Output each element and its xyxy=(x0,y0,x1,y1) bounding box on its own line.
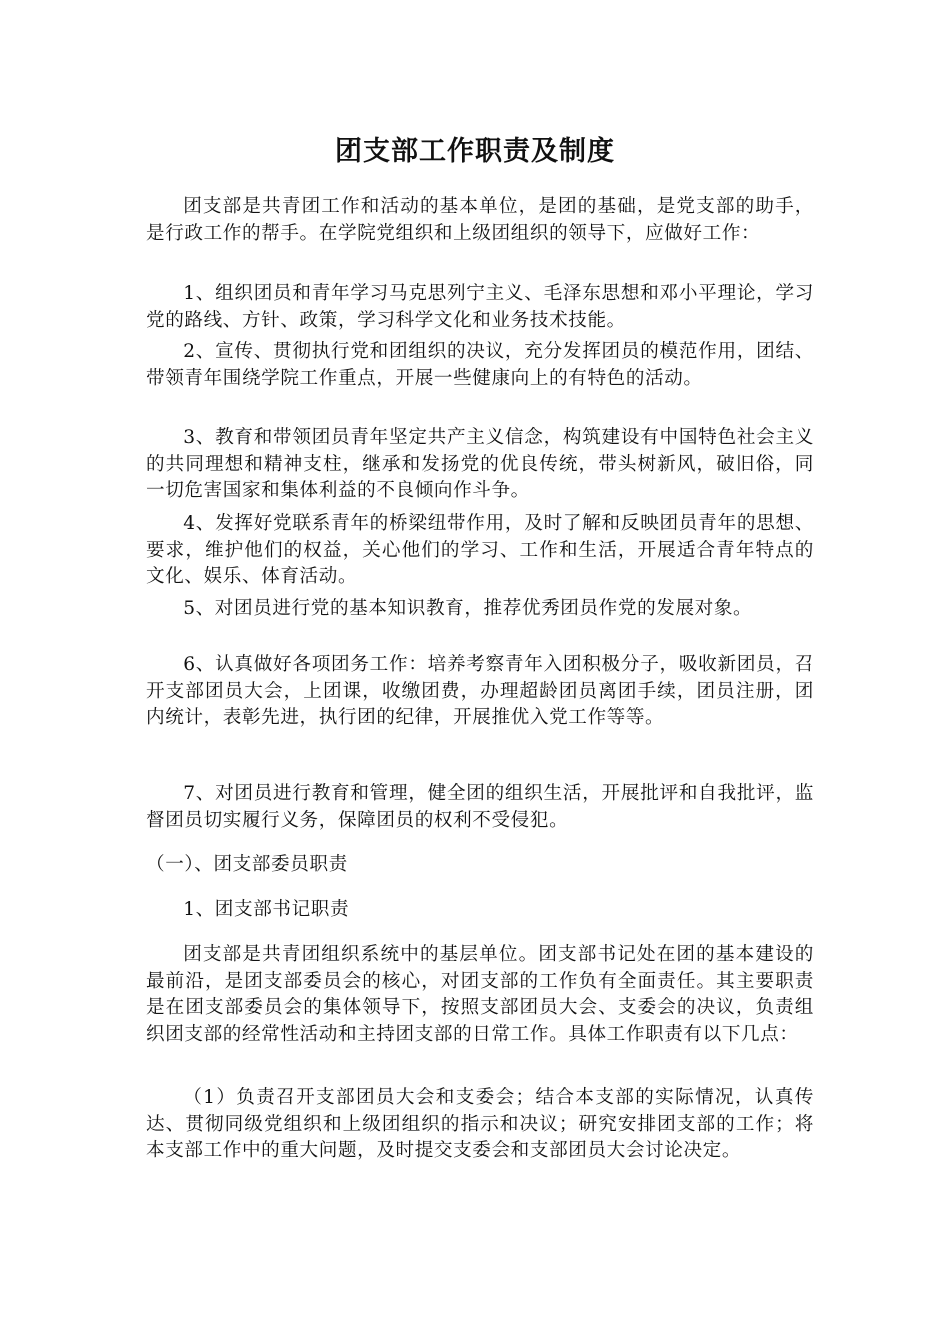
paragraph-intro: 团支部是共青团工作和活动的基本单位，是团的基础，是党支部的助手，是行政工作的帮手。在学院党组织和上级团组织的领导下，应做好工作： xyxy=(146,196,814,244)
paragraph-item-4: 4、发挥好党联系青年的桥梁纽带作用，及时了解和反映团员青年的思想、要求，维护他们的权益，关心他们的学习、工作和生活，开展适合青年特点的文化、娱乐、体育活动。 xyxy=(146,513,814,588)
section-heading: （一）、团支部委员职责 xyxy=(146,854,348,875)
subsection-heading: 1、团支部书记职责 xyxy=(183,899,350,920)
paragraph-item-5: 5、对团员进行党的基本知识教育，推荐优秀团员作党的发展对象。 xyxy=(183,598,753,619)
paragraph-item-7: 7、对团员进行教育和管理，健全团的组织生活，开展批评和自我批评，监督团员切实履行义务，保障团员的权利不受侵犯。 xyxy=(146,783,814,831)
paragraph-item-3: 3、教育和带领团员青年坚定共产主义信念，构筑建设有中国特色社会主义的共同理想和精神支柱，继承和发扬党的优良传统，带头树新风，破旧俗，同一切危害国家和集体利益的不良倾向作斗争。 xyxy=(146,427,814,502)
paragraph-duty-1: （1）负责召开支部团员大会和支委会；结合本支部的实际情况，认真传达、贯彻同级党组织和上级团组织的指示和决议；研究安排团支部的工作；将本支部工作中的重大问题，及时提交支委会和支部团员大会讨论决定。 xyxy=(146,1087,814,1162)
paragraph-item-1: 1、组织团员和青年学习马克思列宁主义、毛泽东思想和邓小平理论，学习党的路线、方针、政策，学习科学文化和业务技术技能。 xyxy=(146,283,814,331)
document-title: 团支部工作职责及制度 xyxy=(335,136,615,167)
paragraph-secretary-duties: 团支部是共青团组织系统中的基层单位。团支部书记处在团的基本建设的最前沿，是团支部委员会的核心，对团支部的工作负有全面责任。其主要职责是在团支部委员会的集体领导下，按照支部团员大会、支委会的决议，负责组织团支部的经常性活动和主持团支部的日常工作。具体工作职责有以下几点： xyxy=(146,944,814,1045)
paragraph-item-2: 2、宣传、贯彻执行党和团组织的决议，充分发挥团员的模范作用，团结、带领青年围绕学院工作重点，开展一些健康向上的有特色的活动。 xyxy=(146,341,814,389)
paragraph-item-6: 6、认真做好各项团务工作：培养考察青年入团积极分子，吸收新团员，召开支部团员大会，上团课，收缴团费，办理超龄团员离团手续，团员注册，团内统计，表彰先进，执行团的纪律，开展推优入党工作等等。 xyxy=(146,654,814,729)
